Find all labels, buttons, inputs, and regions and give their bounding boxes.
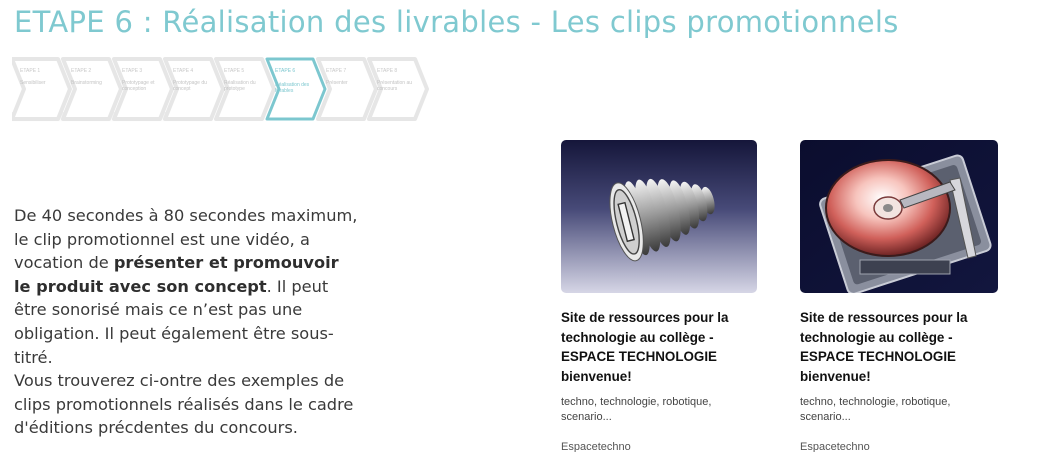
description-examples: Vous trouverez ci-ontre des exemples de clips promotionnels réalisés dans le cadre d'éditions précdentes du concours.: [14, 371, 354, 438]
card-title[interactable]: Site de ressources pour la technologie au collège - ESPACE TECHNOLOGIE bienvenue!: [800, 310, 968, 384]
step-4[interactable]: [165, 66, 221, 116]
step-number: ETAPE 4: [173, 68, 194, 74]
step-7[interactable]: [318, 66, 374, 116]
step-1[interactable]: [12, 66, 68, 116]
step-8[interactable]: [369, 66, 425, 116]
step-number: ETAPE 5: [224, 68, 245, 74]
step-name: Brainstorming: [71, 80, 102, 86]
link-card[interactable]: [800, 140, 997, 460]
step-name: Présentation au concours: [377, 80, 413, 92]
step-name: Sensibiliser: [20, 80, 46, 86]
description-text: [14, 204, 359, 440]
card-source: Espacetechno: [561, 441, 631, 452]
description-rest: . Il peut être sonorisé mais ce n’est pas une obligation. Il peut également être sous-titré.: [14, 276, 334, 367]
step-name: Réalisation du prototype: [224, 80, 256, 92]
step-name: Prototypage du concept: [173, 80, 207, 92]
step-name: Prototypage et conception: [122, 80, 155, 92]
step-number: ETAPE 1: [20, 68, 41, 74]
card-source: Espacetechno: [800, 441, 870, 452]
link-card[interactable]: [561, 140, 758, 460]
step-2[interactable]: [63, 66, 119, 116]
description-emphasis: présenter et promouvoir le produit avec son concept: [14, 253, 339, 296]
card-title[interactable]: Site de ressources pour la technologie au collège - ESPACE TECHNOLOGIE bienvenue!: [561, 310, 729, 384]
hard-drive-image[interactable]: [800, 140, 998, 293]
process-stepper: [12, 56, 437, 122]
step-5[interactable]: [216, 66, 272, 116]
step-number: ETAPE 2: [71, 68, 92, 74]
step-number: ETAPE 7: [326, 68, 347, 74]
step-name: Réalisation des livrables: [275, 82, 310, 94]
step-number: ETAPE 6: [275, 68, 296, 74]
screw-3d-image[interactable]: [561, 140, 757, 293]
step-3[interactable]: [114, 66, 170, 116]
description-intro: De 40 secondes à 80 secondes maximum, le clip promotionnel est une vidéo, a vocation de: [14, 206, 358, 273]
card-tags: techno, technologie, robotique, scenario...: [561, 396, 712, 423]
step-6-active[interactable]: [267, 66, 323, 116]
step-name: Présenter: [326, 80, 348, 86]
card-tags: techno, technologie, robotique, scenario...: [800, 396, 951, 423]
step-number: ETAPE 8: [377, 68, 398, 74]
page-title: ETAPE 6 : Réalisation des livrables - Les clips promotionnels: [14, 5, 899, 39]
step-number: ETAPE 3: [122, 68, 143, 74]
